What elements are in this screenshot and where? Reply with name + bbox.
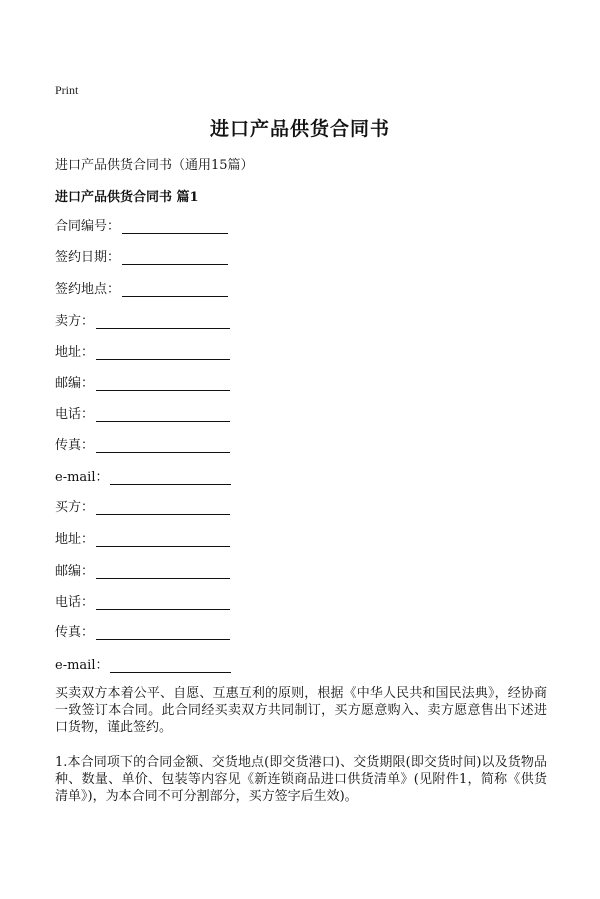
section-heading: 进口产品供货合同书 篇1 <box>55 190 199 205</box>
field-label: 卖方： <box>55 314 95 329</box>
field-label: 合同编号： <box>55 219 121 234</box>
fill-in-blank[interactable] <box>122 282 228 297</box>
fill-in-blank[interactable] <box>96 595 230 610</box>
document-title: 进口产品供货合同书 <box>209 118 390 140</box>
field-buyer-postcode <box>55 561 230 579</box>
field-seller-address <box>55 342 230 360</box>
field-label: 传真： <box>55 625 95 640</box>
fill-in-blank[interactable] <box>96 500 230 515</box>
fill-in-blank[interactable] <box>122 219 228 234</box>
field-label: 签约地点： <box>55 282 121 297</box>
field-seller-fax <box>55 435 230 453</box>
fill-in-blank[interactable] <box>96 407 230 422</box>
field-sign-date <box>55 247 228 265</box>
paragraph-intro: 买卖双方本着公平、自愿、互惠互利的原则，根据《中华人民共和国民法典》，经协商一致签订本合同。此合同经买卖双方共同制订，买方愿意购入、卖方愿意售出下述进口货物，谨此签约。 <box>55 686 547 735</box>
fill-in-blank[interactable] <box>96 564 230 579</box>
field-label: 电话： <box>55 407 95 422</box>
fill-in-blank[interactable] <box>122 250 228 265</box>
field-label: 传真： <box>55 438 95 453</box>
field-seller <box>55 311 230 329</box>
paragraph-clause-1: 1.本合同项下的合同金额、交货地点(即交货港口)、交货期限(即交货时间)以及货物品种、数量、单价、包装等内容见《新连锁商品进口供货清单》(见附件1，简称《供货清单》)，为本合同不可分割部分，买方签字后生效)。 <box>55 755 547 804</box>
field-label: 签约日期： <box>55 250 121 265</box>
field-label: 地址： <box>55 345 95 360</box>
field-buyer-fax <box>55 622 230 640</box>
field-label: e-mail： <box>55 470 109 485</box>
field-label: 邮编： <box>55 564 95 579</box>
field-label: 邮编： <box>55 376 95 391</box>
field-sign-place <box>55 279 228 297</box>
document-subtitle: 进口产品供货合同书（通用15篇） <box>55 158 254 173</box>
fill-in-blank[interactable] <box>96 345 230 360</box>
fill-in-blank[interactable] <box>96 314 230 329</box>
field-buyer-address <box>55 529 230 547</box>
fill-in-blank[interactable] <box>96 532 230 547</box>
field-seller-phone <box>55 404 230 422</box>
fill-in-blank[interactable] <box>96 376 230 391</box>
fill-in-blank[interactable] <box>110 658 231 673</box>
field-buyer-phone <box>55 592 230 610</box>
field-label: 电话： <box>55 595 95 610</box>
field-buyer-email <box>55 655 231 673</box>
field-label: 买方： <box>55 500 95 515</box>
field-contract-number <box>55 216 228 234</box>
fill-in-blank[interactable] <box>96 625 230 640</box>
fill-in-blank[interactable] <box>96 438 230 453</box>
field-seller-postcode <box>55 373 230 391</box>
field-seller-email <box>55 467 231 485</box>
field-buyer <box>55 497 230 515</box>
field-label: 地址： <box>55 532 95 547</box>
fill-in-blank[interactable] <box>110 470 231 485</box>
field-label: e-mail： <box>55 658 109 673</box>
print-link[interactable]: Print <box>55 83 79 97</box>
